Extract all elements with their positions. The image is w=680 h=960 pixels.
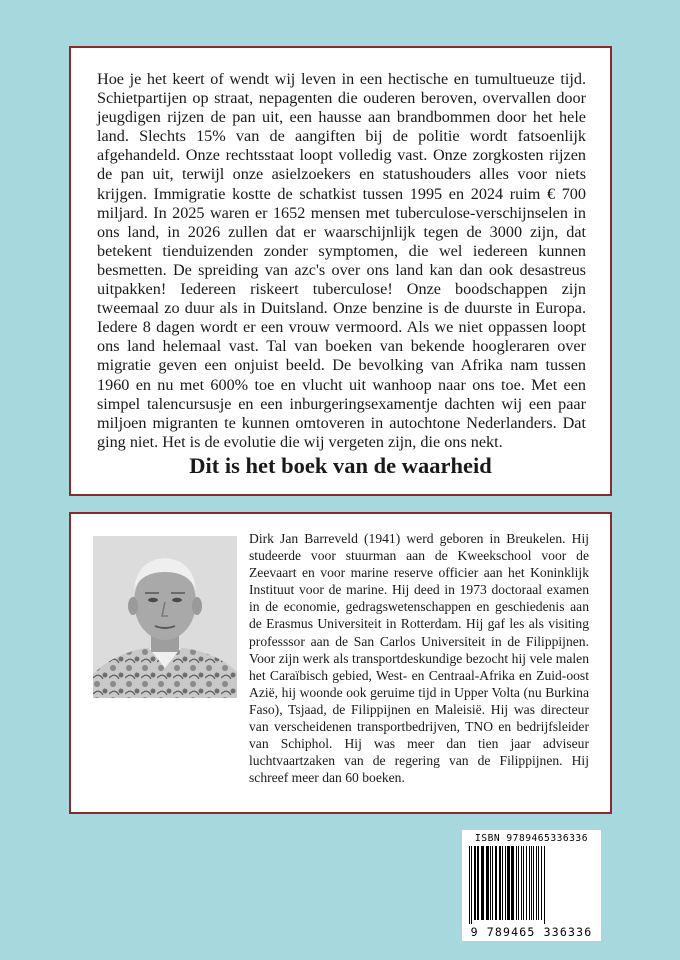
- barcode-bar: [521, 846, 522, 920]
- barcode-bar: [511, 846, 514, 920]
- barcode-bar: [505, 846, 506, 920]
- barcode-bar: [474, 846, 476, 920]
- blurb-text: Hoe je het keert of wendt wij leven in een hectische en tumultueuze tijd. Schietpartijen op straat, nepagenten die ouderen beroven, overvallen door jeugdigen rijzen de pan uit, een hausse aan brandbommen door het hele land. Slechts 15% van de aangiften bij de politie wordt fatsoenlijk afgehandeld. Onze rechtsstaat loopt volledig vast. Onze zorgkosten rijzen de pan uit, terwijl onze asielzoekers en statushouders alles voor niets krijgen. Immigratie kostte de schatkist tussen 1995 en 2024 ruim € 700 miljard. In 2025 waren er 1652 mensen met tuberculose-verschijnselen in ons land, in 2026 zullen dat er waarschijnlijk tegen de 3000 zijn, dat betekent tienduizenden zonder symptomen, die wel iedereen kunnen besmetten. De spreiding van azc's over ons land kan dan ook desastreus uitpakken! Iedereen riskeert tuberculose! Onze boodschappen zijn tweemaal zo duur als in Duitsland. Onze benzine is de duurste in Europa. Iedere 8 dagen wordt er een vrouw vermoord. Als we niet oppassen loopt ons land helemaal vast. Tal van boeken van bekende hoogleraren over migratie geven een onjuist beeld. De bevolking van Afrika nam tussen 1960 en nu met 600% toe en vlucht uit wanhoop naar ons toe. Met een simpel talencursusje en een inburgeringsexamentje dachten wij een paar miljoen migranten te kunnen omtoveren in autochtone Nederlanders. Dat ging niet. Het is de evolutie die wij vergeten zijn, die ons nekt.: [97, 70, 586, 451]
- author-photo: [93, 536, 237, 698]
- barcode-bar: [490, 846, 491, 920]
- barcode-bar: [477, 846, 479, 920]
- barcode-bars: [467, 846, 596, 924]
- blurb-panel: [69, 46, 612, 496]
- barcode-bar: [495, 846, 497, 920]
- isbn-label: ISBN 9789465336336: [475, 833, 588, 844]
- barcode-bar: [492, 846, 493, 920]
- barcode-bar: [526, 846, 527, 920]
- barcode-bar: [516, 846, 517, 920]
- tagline: Dit is het boek van de waarheid: [189, 453, 492, 478]
- barcode-bar: [481, 846, 484, 920]
- barcode-bar: [499, 846, 501, 920]
- author-bio: Dirk Jan Barreveld (1941) werd geboren in Breukelen. Hij studeerde voor stuurman aan de Kweekschool voor de Zeevaart en voor marine reserve officier aan het Koninklijk Instituut voor de marine. Hij deed in 1973 doctoraal examen in de economie, gedragswetenschappen en geschiedenis aan de Erasmus Universiteit in Rotterdam. Hij gaf les als visiting professsor aan de San Carlos Universiteit in de Filippijnen. Voor zijn werk als transportdeskundige bezocht hij vele malen het Caraïbisch gebied, West- en Centraal-Afrika en Zuid-oost Azië, hij woonde ook geruime tijd in Upper Volta (nu Burkina Faso), Tsjaad, de Filippijnen en Maleisië. Hij was directeur van verscheidenen transportbedrijven, TNO en bedrijfsleider van Schiphol. Hij was meer dan tien jaar adviseur luchtvaartzaken van de regering van de Filippijnen. Hij schreef meer dan 60 boeken.: [249, 531, 589, 786]
- barcode-bar: [486, 846, 489, 920]
- barcode-bar: [531, 846, 532, 920]
- barcode-bar: [529, 846, 530, 920]
- isbn-barcode: [462, 830, 601, 941]
- barcode-bar: [502, 846, 503, 920]
- barcode-bar: [507, 846, 510, 920]
- barcode-bar: [518, 846, 519, 920]
- author-panel: [69, 512, 612, 814]
- barcode-bar: [541, 846, 542, 920]
- barcode-bar: [533, 846, 534, 920]
- barcode-bar: [469, 846, 470, 924]
- barcode-bar: [523, 846, 524, 920]
- barcode-bar: [471, 846, 472, 924]
- barcode-bar: [536, 846, 537, 920]
- barcode-bar: [544, 846, 545, 924]
- barcode-bar: [538, 846, 539, 920]
- ean-digits: 9 789465 336336: [470, 925, 593, 939]
